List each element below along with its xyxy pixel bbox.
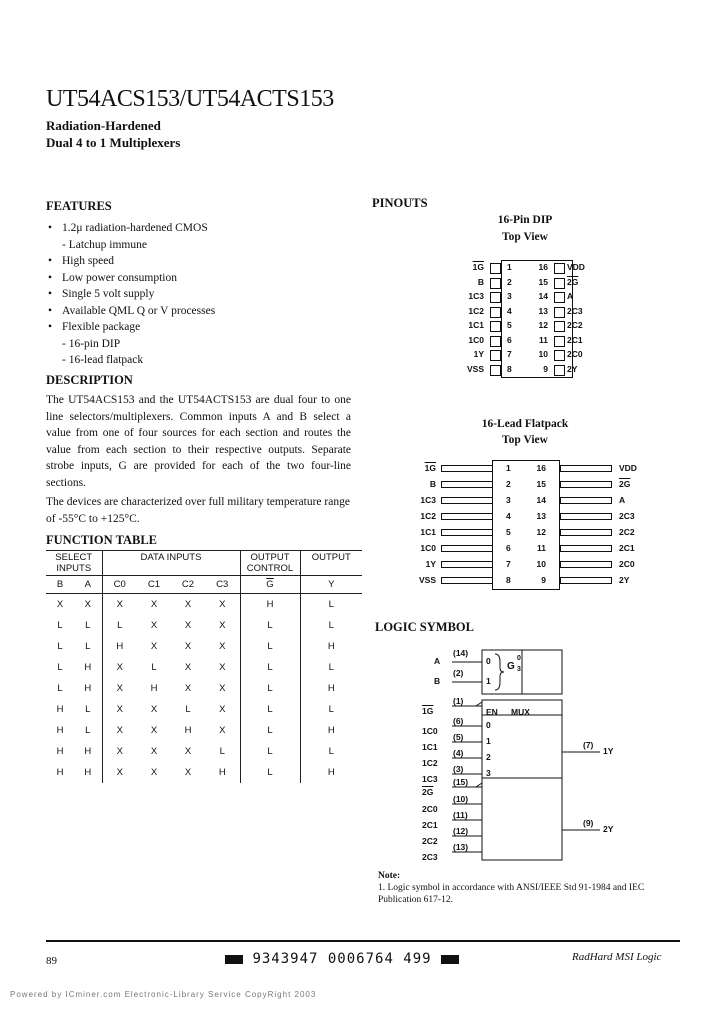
section1-input-name: 1C0 <box>422 726 438 736</box>
section1-input-pin: (3) <box>453 764 464 774</box>
flatpack-pin-name-right: VDD <box>619 463 637 473</box>
dip-pin-name-right: 2C1 <box>567 334 583 345</box>
barcode-block-left <box>225 955 243 964</box>
section1-input-name: 1C1 <box>422 742 438 752</box>
flatpack-pin-name-right: 2C0 <box>619 559 635 569</box>
table-cell: H <box>300 678 362 699</box>
dip-pin-name-left: VSS <box>466 363 484 374</box>
data-inputs-header: DATA INPUTS <box>102 551 240 576</box>
select-inputs-header: SELECT INPUTS <box>55 552 93 574</box>
select-input-bit: 1 <box>486 676 491 686</box>
flatpack-pinout-diagram <box>400 458 660 593</box>
section1-input-name: 1G <box>422 706 434 716</box>
dip-pin-pad <box>490 292 501 303</box>
dip-pin-name-left: 1C3 <box>468 291 484 301</box>
feature-item: • Available QML Q or V processes <box>46 303 346 320</box>
barcode-block-right <box>441 955 459 964</box>
dip-pin-name-left: 1C0 <box>468 334 484 345</box>
dip-pin-number-left: 6 <box>507 334 512 345</box>
section2-input-pin: (15) <box>453 777 469 787</box>
dip-pin-name-left: B <box>477 276 484 287</box>
section1-input-pin: (5) <box>453 732 464 742</box>
table-cell: H <box>84 683 92 694</box>
dip-pin-pad <box>490 365 501 376</box>
flatpack-pin-number-left: 6 <box>506 543 511 553</box>
column-header-c3: C3 <box>216 579 229 590</box>
table-cell: H <box>102 636 137 657</box>
feature-item: • Single 5 volt supply <box>46 286 346 303</box>
flatpack-pin-name-right: 2C2 <box>619 527 635 537</box>
column-header-c2: C2 <box>181 579 195 590</box>
flatpack-pin-number-left: 7 <box>506 559 511 569</box>
flatpack-lead <box>560 545 612 552</box>
table-cell: X <box>150 620 158 631</box>
dip-pin-number-left: 2 <box>507 276 512 287</box>
table-cell: X <box>102 657 137 678</box>
flatpack-pin-name-right: 2C3 <box>619 511 635 521</box>
dip-pin-number-right: 14 <box>538 291 548 301</box>
table-cell: X <box>184 662 192 673</box>
flatpack-pin-name-right: A <box>619 495 626 505</box>
output-1y-pin: (7) <box>583 740 594 750</box>
table-row <box>46 741 362 762</box>
flatpack-pin-name-left: 1C1 <box>420 527 436 537</box>
table-cell: L <box>300 615 362 636</box>
table-cell: X <box>184 599 192 610</box>
section1-input-pin: (6) <box>453 716 464 726</box>
dip-pin-number-left: 1 <box>507 262 512 272</box>
table-cell: L <box>151 662 157 673</box>
features-heading: FEATURES <box>46 199 112 213</box>
dip-pin-name-right: 2G <box>567 276 579 287</box>
flatpack-lead <box>441 529 493 536</box>
mux-label: MUX <box>511 707 530 717</box>
flatpack-pin-number-left: 1 <box>506 463 511 473</box>
dip-pin-name-right: 2Y <box>567 363 578 374</box>
dip-title: 16-Pin DIP <box>497 214 553 226</box>
dip-pin-name-left: 1G <box>472 262 484 272</box>
flatpack-pin-name-left: B <box>429 479 436 489</box>
flatpack-pin-number-right: 13 <box>536 511 546 521</box>
table-cell: L <box>185 704 191 715</box>
flatpack-pin-number-right: 14 <box>536 495 546 505</box>
table-cell: L <box>240 678 300 699</box>
dip-pinout-diagram <box>420 256 620 381</box>
feature-item: • Flexible package <box>46 319 346 336</box>
table-cell: L <box>300 594 362 616</box>
section1-input-name: 1C3 <box>422 774 438 784</box>
table-cell: X <box>102 699 137 720</box>
barcode-strip <box>225 951 459 967</box>
flatpack-pin-number-right: 12 <box>536 527 546 537</box>
flatpack-lead <box>441 577 493 584</box>
flatpack-pin-name-left: 1G <box>424 463 436 473</box>
section2-input-pin: (12) <box>453 826 469 836</box>
flatpack-lead <box>441 465 493 472</box>
section2-input-name: 2C2 <box>422 836 438 846</box>
dip-pin-pad <box>490 307 501 318</box>
flatpack-pin-number-right: 9 <box>541 575 546 585</box>
flatpack-pin-name-right: 2Y <box>619 575 630 585</box>
dip-view-label: Top View <box>502 231 548 243</box>
output-2y-name: 2Y <box>603 824 614 834</box>
dip-pin-name-right: 2C3 <box>567 305 583 316</box>
section1-input-index: 0 <box>486 720 491 730</box>
flatpack-lead <box>560 465 612 472</box>
selector-g-range-top: 0 <box>517 655 521 662</box>
dip-pin-pad <box>554 263 565 274</box>
dip-pin-number-right: 11 <box>539 334 548 345</box>
table-cell: X <box>219 599 226 610</box>
dip-pin-pad <box>490 278 501 289</box>
dip-pin-number-right: 15 <box>538 276 548 287</box>
feature-item: • High speed <box>46 253 346 270</box>
table-cell: L <box>240 741 300 762</box>
select-input-name: B <box>434 676 441 686</box>
table-cell: X <box>184 641 192 652</box>
features-list <box>46 220 346 369</box>
table-row <box>46 657 362 678</box>
table-cell: L <box>219 746 225 757</box>
column-header-b: B <box>56 579 64 590</box>
subtitle-line-1: Radiation-Hardened <box>46 118 161 133</box>
table-cell: X <box>184 683 192 694</box>
logic-symbol-heading: LOGIC SYMBOL <box>375 620 474 634</box>
table-row <box>46 720 362 741</box>
dip-pin-name-left: 1C1 <box>468 320 484 330</box>
select-input-bit: 0 <box>486 656 491 666</box>
table-cell: H <box>56 704 64 715</box>
subtitle-line-2: Dual 4 to 1 Multiplexers <box>46 135 181 150</box>
table-cell: L <box>240 720 300 741</box>
section1-input-index: 1 <box>486 736 491 746</box>
flatpack-lead <box>441 545 493 552</box>
flatpack-lead <box>560 513 612 520</box>
dip-pin-name-left: 1C2 <box>468 305 484 316</box>
dip-pin-pad <box>490 263 501 274</box>
dip-pin-number-left: 8 <box>507 363 512 374</box>
dip-pin-pad <box>554 350 565 361</box>
dip-pin-number-right: 9 <box>543 363 548 374</box>
select-input-name: A <box>434 656 441 666</box>
flatpack-lead <box>560 481 612 488</box>
column-header-c0: C0 <box>102 576 137 594</box>
selector-g-range-bottom: 3 <box>517 666 521 673</box>
table-cell: H <box>84 746 92 757</box>
dip-pin-pad <box>554 292 565 303</box>
table-cell: L <box>300 657 362 678</box>
table-cell: H <box>84 767 92 778</box>
table-cell: L <box>57 683 63 694</box>
dip-pin-name-right: A <box>567 291 574 301</box>
dip-pin-number-left: 7 <box>507 349 512 359</box>
section2-input-name: 2C3 <box>422 852 438 862</box>
table-cell: L <box>300 741 362 762</box>
dip-pin-pad <box>490 336 501 347</box>
table-cell: X <box>150 599 158 610</box>
function-table <box>46 550 362 783</box>
table-cell: X <box>219 620 226 631</box>
table-cell: X <box>102 594 137 616</box>
dip-pin-name-right: 2C2 <box>567 320 583 330</box>
table-row <box>46 636 362 657</box>
table-cell: X <box>150 767 158 778</box>
dip-pin-pad <box>554 365 565 376</box>
pinouts-heading: PINOUTS <box>372 196 428 210</box>
flatpack-lead <box>560 577 612 584</box>
table-cell: L <box>85 725 91 736</box>
description-paragraph-2: The devices are characterized over full military temperature range of -55°C to +125°C. <box>46 496 350 525</box>
table-cell: X <box>150 746 158 757</box>
flatpack-pin-number-left: 5 <box>506 527 511 537</box>
table-row <box>46 762 362 783</box>
table-cell: L <box>85 620 91 631</box>
flatpack-pin-name-left: 1C2 <box>420 511 436 521</box>
table-cell: X <box>219 725 226 736</box>
watermark: Powered by ICminer.com Electronic-Library Service CopyRight 2003 <box>10 990 317 999</box>
section1-input-name: 1C2 <box>422 758 438 768</box>
flatpack-pin-number-right: 11 <box>537 543 546 553</box>
brand-footer: RadHard MSI Logic <box>572 951 662 963</box>
table-row <box>46 594 362 616</box>
selector-g-label: G <box>507 661 515 672</box>
note-heading: Note: <box>378 871 401 881</box>
dip-pin-name-left: 1Y <box>473 349 484 359</box>
table-cell: X <box>219 662 226 673</box>
feature-item: - Latchup immune <box>62 238 147 251</box>
dip-pin-pad <box>554 307 565 318</box>
dip-pin-name-right: VDD <box>567 262 585 272</box>
dip-pin-pad <box>554 278 565 289</box>
section2-input-name: 2G <box>422 787 434 797</box>
flatpack-lead <box>441 481 493 488</box>
table-cell: X <box>184 620 192 631</box>
table-cell: L <box>57 620 63 631</box>
dip-pin-number-right: 13 <box>538 305 548 316</box>
flatpack-lead <box>441 497 493 504</box>
table-cell: X <box>219 641 226 652</box>
table-cell: L <box>240 657 300 678</box>
column-header-g: $\overline{G}$ <box>240 576 300 594</box>
table-cell: X <box>102 741 137 762</box>
table-cell: L <box>85 641 91 652</box>
table-cell: H <box>300 720 362 741</box>
flatpack-lead <box>560 529 612 536</box>
table-cell: L <box>85 704 91 715</box>
function-table-heading: FUNCTION TABLE <box>46 533 158 547</box>
enable-label: EN <box>486 707 498 717</box>
table-cell: X <box>184 746 192 757</box>
feature-item: - 16-lead flatpack <box>62 354 144 366</box>
description-paragraph-1: The UT54ACS153 and the UT54ACTS153 are dual four to one line selectors/multiplexers. Common inputs A and B select a value from one of four sources for each section and routes the value from each section to their respective outputs. Separate strobe inputs, G are provided for each of the two four-line sections. <box>46 394 351 489</box>
barcode-text: 9343947 0006764 499 <box>252 951 432 967</box>
flatpack-pin-name-left: 1Y <box>425 559 436 569</box>
dip-pin-number-left: 3 <box>507 291 512 301</box>
flatpack-title: 16-Lead Flatpack <box>481 418 569 430</box>
footer-rule <box>46 940 680 942</box>
output-1y-name: 1Y <box>603 746 614 756</box>
flatpack-lead <box>441 513 493 520</box>
section1-input-index: 2 <box>486 752 491 762</box>
flatpack-pin-number-right: 15 <box>536 479 546 489</box>
dip-pin-pad <box>490 321 501 332</box>
flatpack-view-label: Top View <box>502 434 548 446</box>
flatpack-pin-name-left: 1C3 <box>420 495 436 505</box>
dip-pin-name-right: 2C0 <box>567 349 583 359</box>
flatpack-pin-number-left: 8 <box>506 575 511 585</box>
flatpack-lead <box>560 497 612 504</box>
table-cell: H <box>84 662 92 673</box>
flatpack-pin-number-right: 10 <box>536 559 546 569</box>
flatpack-pin-number-right: 16 <box>536 463 546 473</box>
selector-brace <box>495 654 504 690</box>
dip-pin-pad <box>554 336 565 347</box>
table-row <box>46 615 362 636</box>
table-cell: L <box>57 662 63 673</box>
table-cell: X <box>102 678 137 699</box>
dip-pin-number-left: 4 <box>507 305 512 316</box>
page-number: 89 <box>46 955 57 967</box>
dip-pin-number-left: 5 <box>507 320 512 330</box>
flatpack-pin-name-left: VSS <box>418 575 436 585</box>
feature-item: - 16-pin DIP <box>62 337 121 350</box>
flatpack-pin-name-right: 2C1 <box>619 543 635 553</box>
table-cell: X <box>150 641 158 652</box>
dip-pin-number-right: 10 <box>538 349 548 359</box>
flatpack-pin-number-left: 4 <box>506 511 511 521</box>
table-row <box>46 678 362 699</box>
feature-item: • 1.2μ radiation-hardened CMOS <box>46 220 346 237</box>
flatpack-lead <box>441 561 493 568</box>
table-cell: H <box>184 725 192 736</box>
select-input-pin: (2) <box>453 668 464 678</box>
section2-input-pin: (13) <box>453 842 469 852</box>
table-cell: X <box>56 599 64 610</box>
table-cell: H <box>150 683 158 694</box>
mux-block <box>482 700 562 860</box>
table-row <box>46 699 362 720</box>
table-cell: L <box>240 636 300 657</box>
section1-input-index: 3 <box>486 768 491 778</box>
table-cell: L <box>240 615 300 636</box>
column-header-a: A <box>84 579 91 590</box>
table-cell: H <box>56 725 64 736</box>
section2-input-pin: (10) <box>453 794 469 804</box>
table-cell: L <box>240 762 300 783</box>
column-header-c1: C1 <box>147 579 161 590</box>
table-cell: H <box>218 767 226 778</box>
output-2y-pin: (9) <box>583 818 594 828</box>
table-cell: H <box>56 746 64 757</box>
output-control-header: OUTPUT CONTROL <box>240 551 300 576</box>
dip-pin-number-right: 12 <box>538 320 548 330</box>
table-cell: X <box>219 704 226 715</box>
flatpack-pin-name-left: 1C0 <box>420 543 436 553</box>
section2-input-name: 2C1 <box>422 820 438 830</box>
table-cell: X <box>84 599 91 610</box>
table-cell: X <box>184 767 192 778</box>
section1-input-pin: (4) <box>453 748 464 758</box>
table-cell: L <box>240 699 300 720</box>
dip-pin-pad <box>554 321 565 332</box>
select-input-pin: (14) <box>453 648 469 658</box>
flatpack-pin-number-left: 2 <box>506 479 511 489</box>
table-cell: H <box>300 636 362 657</box>
feature-item: • Low power consumption <box>46 270 346 287</box>
table-cell: X <box>219 683 226 694</box>
table-cell: L <box>57 641 63 652</box>
output-header: OUTPUT <box>300 551 362 576</box>
description-heading: DESCRIPTION <box>46 373 133 387</box>
table-cell: X <box>102 720 137 741</box>
table-cell: H <box>56 767 64 778</box>
table-cell: X <box>150 704 158 715</box>
table-cell: X <box>102 762 137 783</box>
flatpack-pin-name-right: 2G <box>619 479 631 489</box>
note-text: 1. Logic symbol in accordance with ANSI/IEEE Std 91-1984 and IEC Publication 617-12. <box>378 883 645 905</box>
table-cell: L <box>300 699 362 720</box>
section2-input-pin: (11) <box>453 810 468 820</box>
table-cell: X <box>150 725 158 736</box>
table-cell: H <box>240 594 300 616</box>
flatpack-package-body <box>492 460 560 590</box>
page-title: UT54ACS153/UT54ACTS153 <box>46 86 334 112</box>
dip-pin-number-right: 16 <box>538 262 548 272</box>
flatpack-pin-number-left: 3 <box>506 495 511 505</box>
table-cell: H <box>300 762 362 783</box>
section1-input-pin: (1) <box>453 696 464 706</box>
table-cell: L <box>102 615 137 636</box>
flatpack-lead <box>560 561 612 568</box>
column-header-y: Y <box>300 576 362 594</box>
section2-input-name: 2C0 <box>422 804 438 814</box>
dip-pin-pad <box>490 350 501 361</box>
